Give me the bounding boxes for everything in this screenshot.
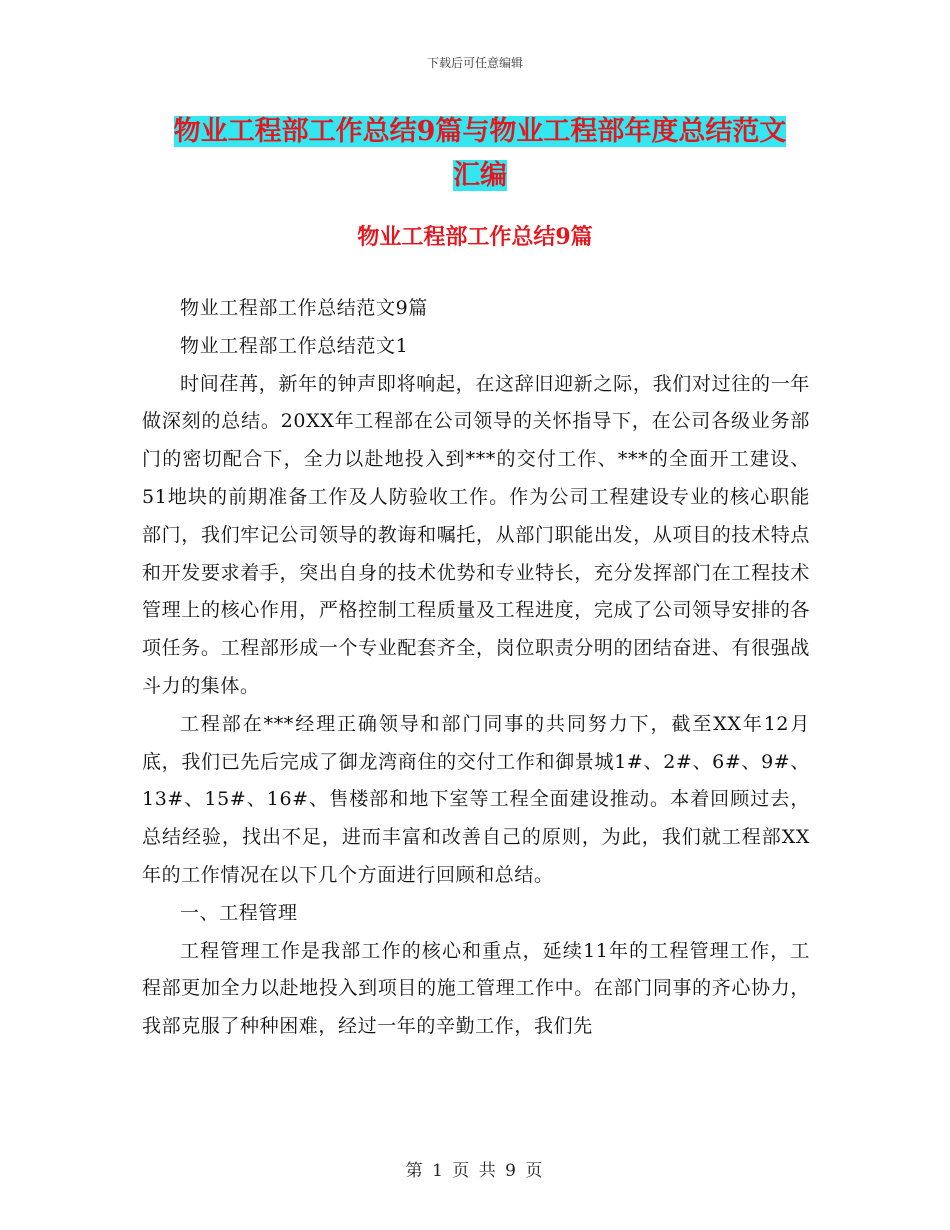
document-title-line2: 汇编 (453, 160, 507, 191)
document-body (142, 290, 810, 1046)
body-paragraph: 工程管理工作是我部工作的核心和重点，延续11年的工程管理工作，工程部更加全力以赴地投入到项目的施工管理工作中。在部门同事的齐心协力，我部克服了种种困难，经过一年的辛勤工作，我们先 (142, 939, 810, 1038)
document-title-line1: 物业工程部工作总结9篇与物业工程部年度总结范文 (173, 116, 787, 147)
document-title (140, 110, 820, 198)
page-header-note: 下载后可任意编辑 (426, 56, 523, 70)
body-paragraph: 一、工程管理 (180, 901, 298, 924)
page-number: 第 1 页 共 9 页 (405, 1161, 545, 1181)
body-paragraph: 时间荏苒，新年的钟声即将响起，在这辞旧迎新之际，我们对过往的一年做深刻的总结。20XX年工程部在公司领导的关怀指导下，在公司各级业务部门的密切配合下，全力以赴地投入到***的交付工作、***的全面开工建设、51地块的前期准备工作及人防验收工作。作为公司工程建设专业的核心职能部门，我们牢记公司领导的教诲和嘱托，从部门职能出发，从项目的技术特点和开发要求着手，突出自身的技术优势和专业特长，充分发挥部门在工程技术管理上的核心作用，严格控制工程质量及工程进度，完成了公司领导安排的各项任务。工程部形成一个专业配套齐全，岗位职责分明的团结奋进、有很强战斗力的集体。 (142, 372, 810, 697)
body-paragraph: 物业工程部工作总结范文1 (180, 334, 409, 357)
section-title: 物业工程部工作总结9篇 (357, 224, 593, 250)
body-paragraph: 工程部在***经理正确领导和部门同事的共同努力下，截至XX年12月底，我们已先后完成了御龙湾商住的交付工作和御景城1#、2#、6#、9#、13#、15#、16#、售楼部和地下室等工程全面建设推动。本着回顾过去，总结经验，找出不足，进而丰富和改善自己的原则，为此，我们就工程部XX年的工作情况在以下几个方面进行回顾和总结。 (142, 712, 810, 886)
body-paragraph: 物业工程部工作总结范文9篇 (180, 297, 428, 319)
